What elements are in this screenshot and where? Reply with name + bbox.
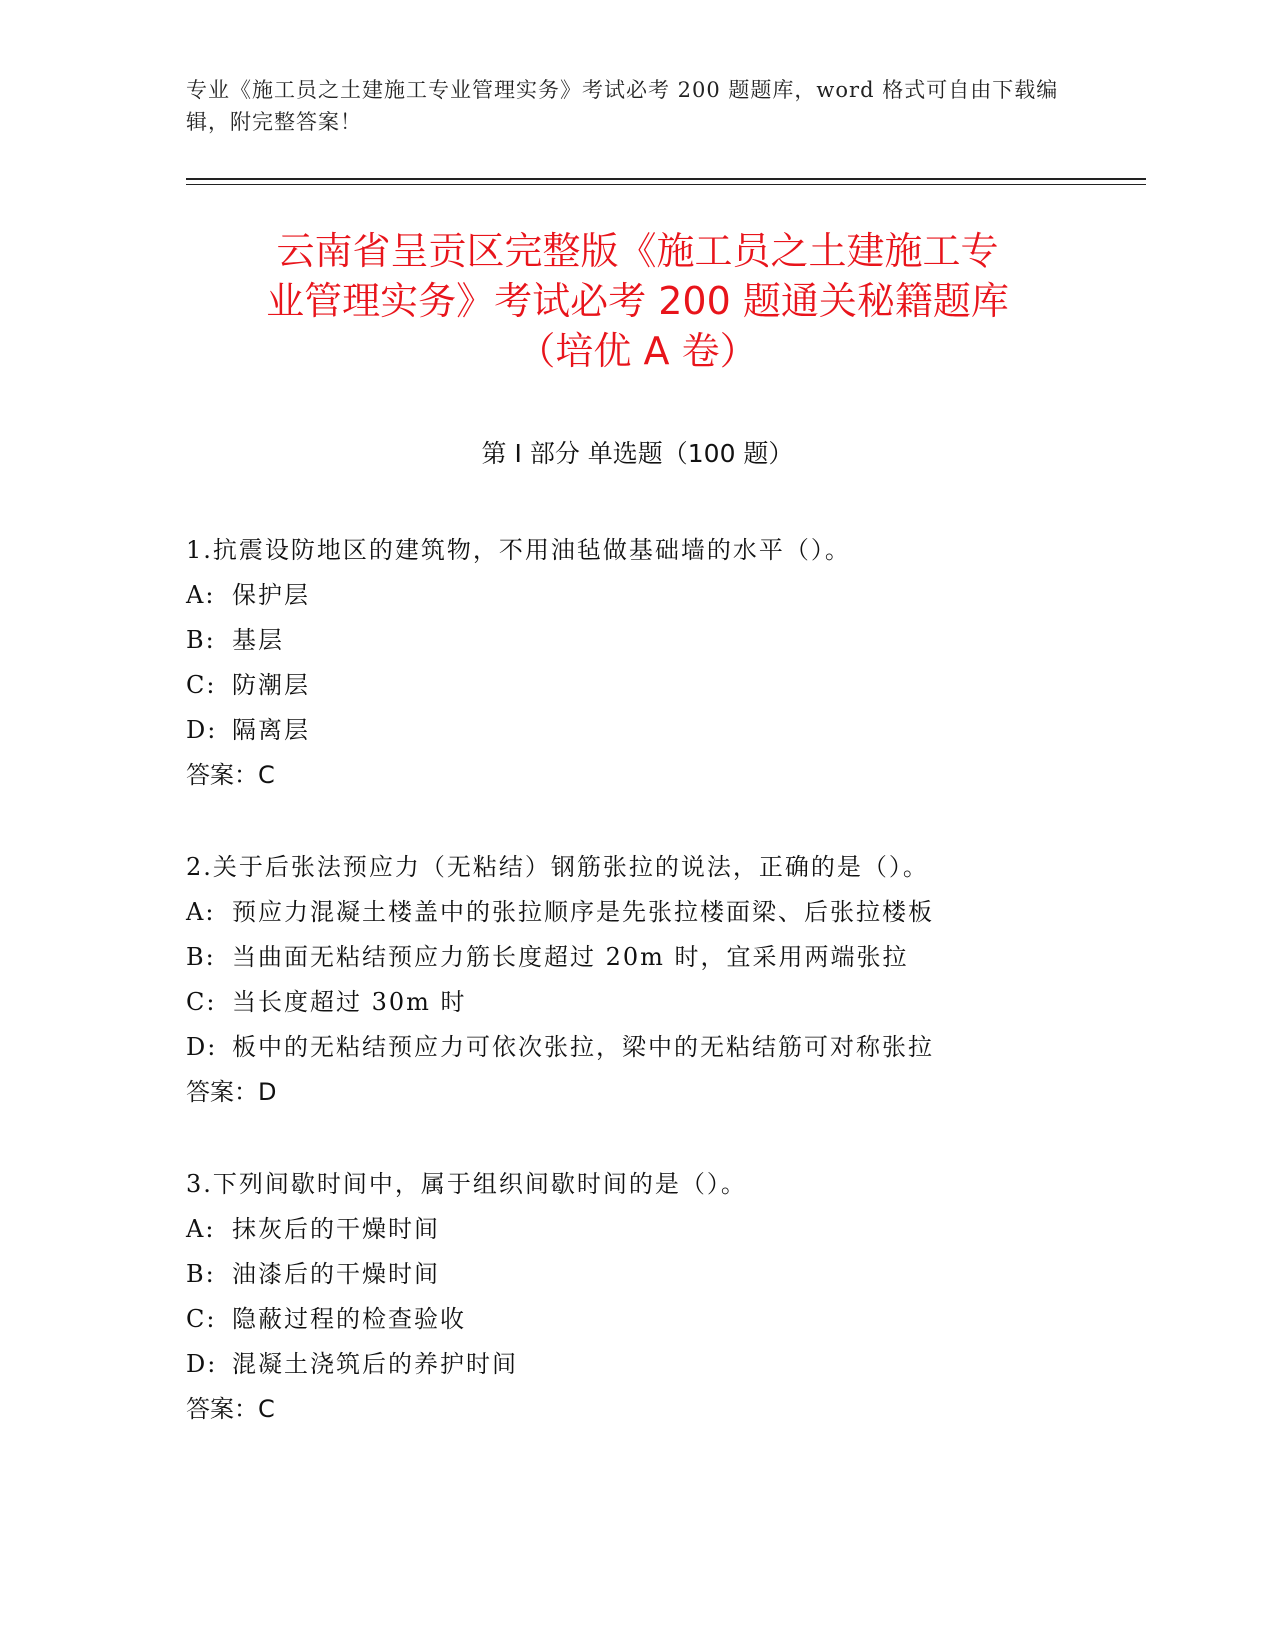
header-note: 专业《施工员之土建施工专业管理实务》考试必考 200 题题库，word 格式可自由下载编辑，附完整答案！ (186, 78, 1059, 134)
question-1 (186, 528, 1166, 798)
question-stem: 2.关于后张法预应力（无粘结）钢筋张拉的说法，正确的是（）。 (186, 853, 929, 881)
question-stem: 1.抗震设防地区的建筑物，不用油毡做基础墙的水平（）。 (186, 536, 851, 564)
option-text: 隔离层 (232, 716, 310, 744)
option-b (186, 618, 1166, 663)
option-a (186, 573, 1166, 618)
option-letter: C: (186, 1305, 217, 1333)
option-text: 抹灰后的干燥时间 (232, 1215, 440, 1243)
option-c (186, 980, 1166, 1025)
header-rule-thick (186, 178, 1146, 180)
option-b (186, 935, 1166, 980)
answer: 答案：C (186, 1395, 275, 1423)
option-letter: D: (186, 716, 218, 744)
option-a (186, 890, 1166, 935)
option-letter: C: (186, 671, 217, 699)
option-text: 预应力混凝土楼盖中的张拉顺序是先张拉楼面梁、后张拉楼板 (232, 898, 934, 926)
option-text: 当长度超过 30m 时 (232, 988, 467, 1016)
option-text: 保护层 (232, 581, 310, 609)
option-letter: C: (186, 988, 217, 1016)
question-stem: 3.下列间歇时间中，属于组织间歇时间的是（）。 (186, 1170, 747, 1198)
header-rule-thin (186, 184, 1146, 185)
question-list (186, 528, 1166, 1479)
option-d (186, 708, 1166, 753)
option-letter: D: (186, 1350, 218, 1378)
option-c (186, 1297, 1166, 1342)
question-3 (186, 1162, 1166, 1432)
section-title: 第 I 部分 单选题（100 题） (481, 439, 794, 468)
option-letter: A: (186, 581, 216, 609)
option-a (186, 1207, 1166, 1252)
option-b (186, 1252, 1166, 1297)
title-line-2: 业管理实务》考试必考 200 题通关秘籍题库 (266, 279, 1009, 323)
option-d (186, 1342, 1166, 1387)
option-c (186, 663, 1166, 708)
option-text: 油漆后的干燥时间 (232, 1260, 440, 1288)
option-letter: A: (186, 1215, 216, 1243)
option-letter: B: (186, 943, 216, 971)
document-title (150, 226, 1125, 376)
option-letter: D: (186, 1033, 218, 1061)
option-d (186, 1025, 1166, 1070)
option-letter: B: (186, 1260, 216, 1288)
option-text: 隐蔽过程的检查验收 (232, 1305, 466, 1333)
option-text: 防潮层 (232, 671, 310, 699)
option-letter: A: (186, 898, 216, 926)
title-line-1: 云南省呈贡区完整版《施工员之土建施工专 (276, 229, 999, 273)
option-text: 基层 (232, 626, 284, 654)
option-letter: B: (186, 626, 216, 654)
answer: 答案：C (186, 761, 275, 789)
question-2 (186, 845, 1166, 1115)
option-text: 混凝土浇筑后的养护时间 (232, 1350, 518, 1378)
option-text: 当曲面无粘结预应力筋长度超过 20m 时，宜采用两端张拉 (232, 943, 909, 971)
title-line-3: （培优 A 卷） (517, 329, 758, 373)
option-text: 板中的无粘结预应力可依次张拉，梁中的无粘结筋可对称张拉 (232, 1033, 934, 1061)
answer: 答案：D (186, 1078, 277, 1106)
